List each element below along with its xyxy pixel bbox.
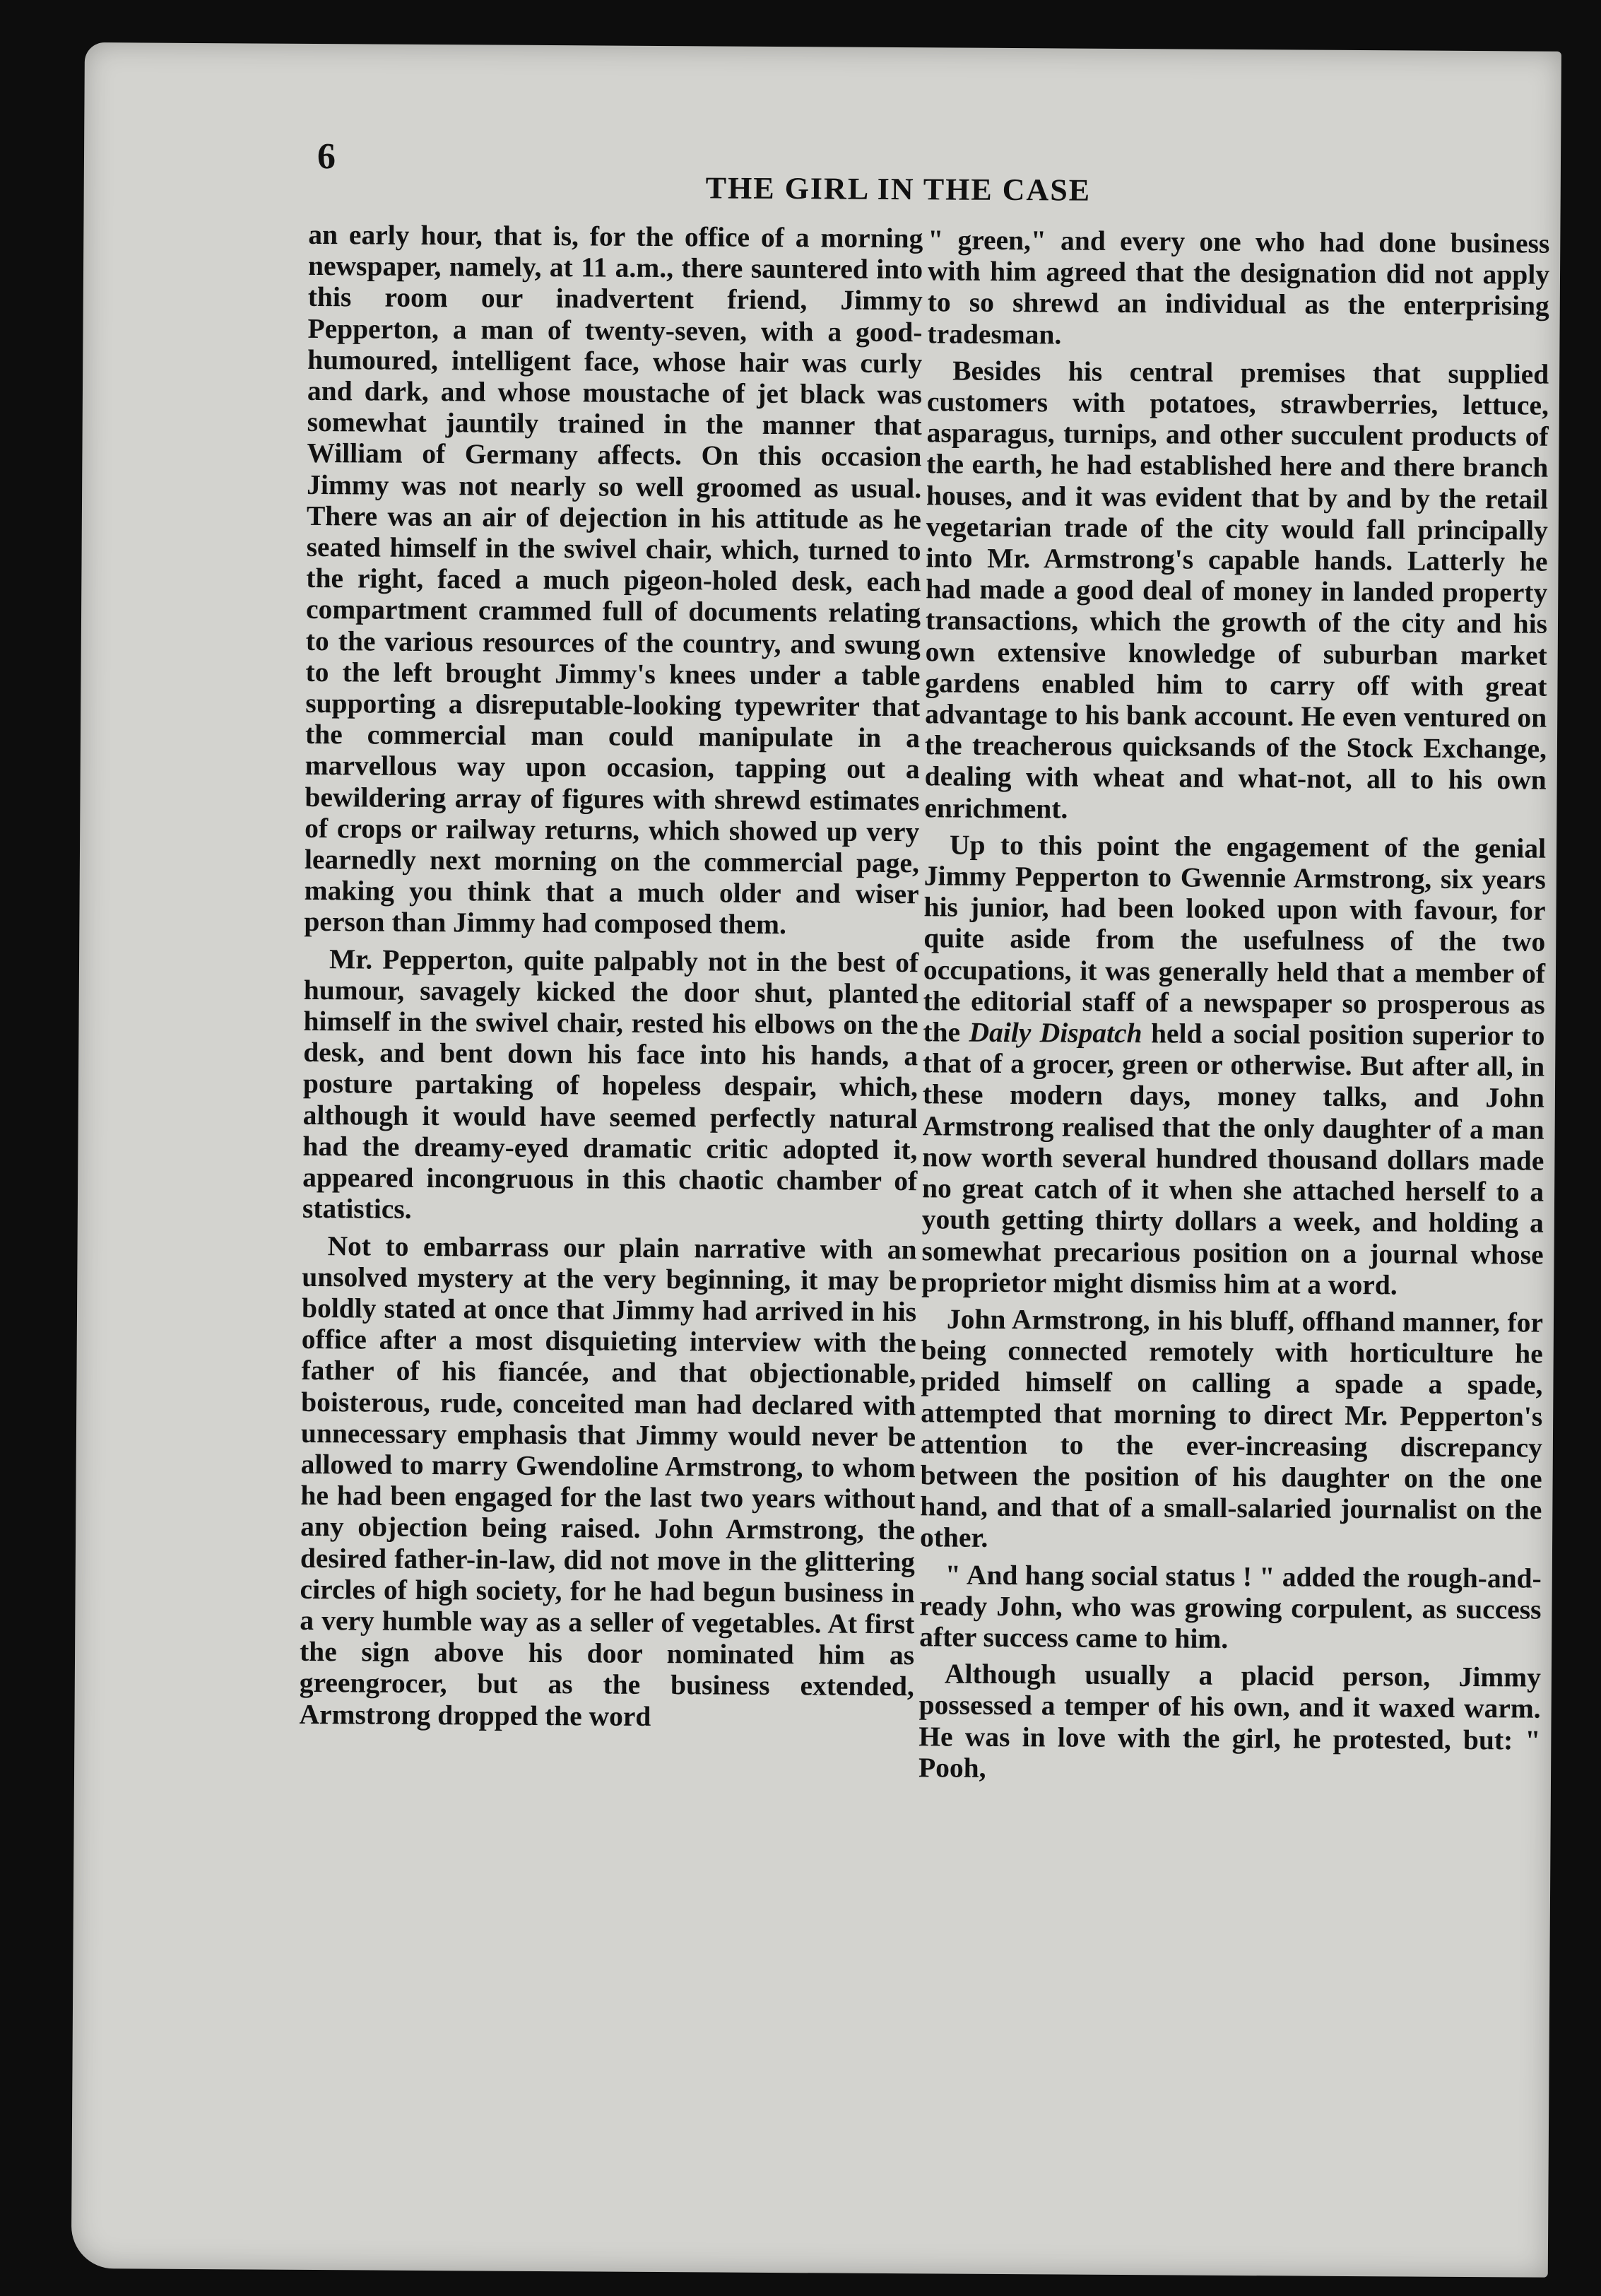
newspaper-name: Daily Dispatch — [969, 1016, 1142, 1049]
paragraph: Not to embarrass our plain narrative with an unsolved mystery at the very beginning, it may be boldly stated at once that Jimmy had arrived in his office after a most disquieting interview with the father of his fiancée, and that objectionable, boisterous, rude, conceited man had declared with unnecessary emphasis that Jimmy would never be allowed to marry Gwendoline Armstrong, to whom he had been engaged for the last two years without any objection being raised. John Armstrong, the desired father-in-law, did not move in the glittering circles of high society, for he had begun business in a very humble way as a seller of vegetables. At first the sign above his door nominated him as greengrocer, but as the business extended, Armstrong dropped the word — [299, 1230, 917, 1732]
right-text-column — [918, 224, 1550, 1792]
paragraph-text: Up to this point the engagement of the genial Jimmy Pepperton to Gwennie Armstrong, six years his junior, had been looked upon with favour, for quite aside from the usefulness of the two occupations, it was generally held that a member of the editorial staff of a newspaper so prosperous as the — [923, 829, 1547, 1048]
left-text-column — [299, 219, 923, 1739]
paragraph: Besides his central premises that supplied customers with potatoes, strawberries, lettuce, asparagus, turnips, and other succulent products of the earth, he had established here and there branch houses, and it was evident that by and by the retail vegetarian trade of the city would fall principally into Mr. Armstrong's capable hands. Latterly he had made a good deal of money in landed property transactions, which the growth of the city and his own extensive knowledge of suburban market gardens enabled him to carry off with great advantage to his bank account. He even ventured on the treacherous quicksands of the Stock Exchange, dealing with wheat and what-not, all to his own enrichment. — [924, 355, 1549, 825]
page-number: 6 — [317, 136, 336, 177]
paragraph-text: held a social position superior to that of a grocer, green or otherwise. But after all, in these modern days, money talks, and John Armstrong realised that the only daughter of a man now worth several hundred thousand dollars made no great catch of it when she attached herself to a youth getting thirty dollars a week, and holding a somewhat precarious position on a journal whose proprietor might dismiss him at a word. — [921, 1018, 1545, 1301]
paragraph: " And hang social status ! " added the rough-and-ready John, who was growing corpulent, as success after success came to him. — [919, 1559, 1542, 1654]
paragraph: John Armstrong, in his bluff, offhand manner, for being connected remotely with horticulture he prided himself on calling a spade a spade, attempted that morning to direct Mr. Pepperton's attention to the ever-increasing discrepancy between the position of his daughter on the one hand, and that of a small-salaried journalist on the other. — [919, 1303, 1544, 1554]
paragraph: Although usually a placid person, Jimmy possessed a temper of his own, and it waxed warm. He was in love with the girl, he protested, but: " Pooh, — [918, 1658, 1542, 1784]
paragraph — [921, 829, 1546, 1301]
book-page — [71, 42, 1561, 2278]
paragraph: an early hour, that is, for the office of a morning newspaper, namely, at 11 a.m., there sauntered into this room our inadvertent friend, Jimmy Pepperton, a man of twenty-seven, with a good-humoured, intelligent face, whose hair was curly and dark, and whose moustache of jet black was somewhat jauntily trained in the manner that William of Germany affects. On this occasion Jimmy was not nearly so well groomed as usual. There was an air of dejection in his attitude as he seated himself in the swivel chair, which, turned to the right, faced a much pigeon-holed desk, each compartment crammed full of documents relating to the various resources of the country, and swung to the left brought Jimmy's knees under a table supporting a disreputable-looking typewriter that the commercial man could manipulate in a marvellous way upon occasion, tapping out a bewildering array of figures with shrewd estimates of crops or railway returns, which showed up very learnedly next morning on the commercial page, making you think that a much older and wiser person than Jimmy had composed them. — [304, 218, 923, 941]
running-title: THE GIRL IN THE CASE — [705, 170, 1092, 208]
paragraph: Mr. Pepperton, quite palpably not in the best of humour, savagely kicked the door shut, planted himself in the swivel chair, rested his elbows on the desk, and bent down his face into his hands, a posture partaking of hopeless despair, which, although it would have seemed perfectly natural had the dreamy-eyed dramatic critic adopted it, appeared incongruous in this chaotic chamber of statistics. — [302, 943, 919, 1225]
paragraph: " green," and every one who had done business with him agreed that the designation did not apply to so shrewd an individual as the enterprising tradesman. — [927, 224, 1550, 351]
